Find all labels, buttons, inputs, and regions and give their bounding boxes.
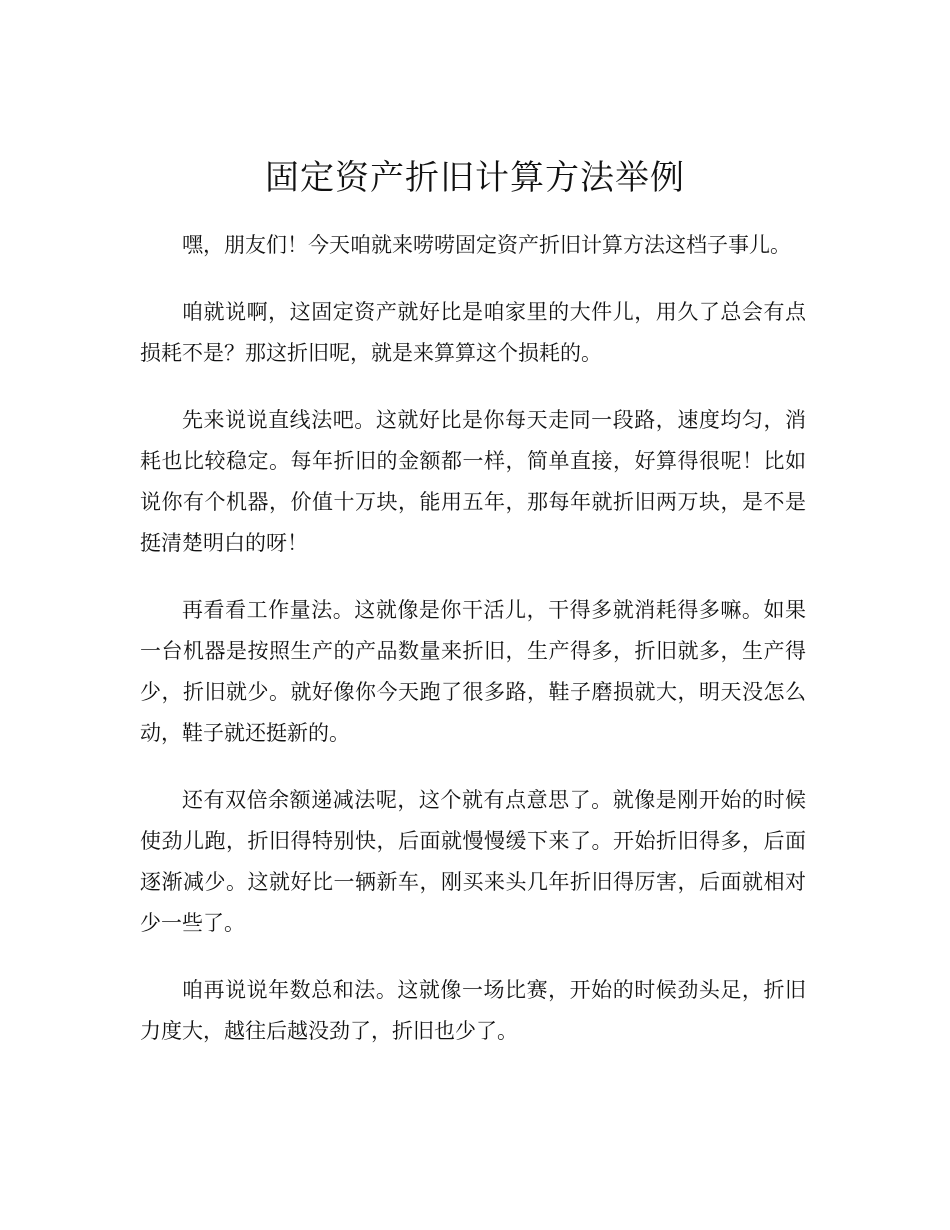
paragraph-sum-of-years: 咱再说说年数总和法。这就像一场比赛，开始的时候劲头足，折旧力度大，越往后越没劲了，折旧也少了。 [140, 978, 806, 1043]
paragraph-double-declining: 还有双倍余额递减法呢，这个就有点意思了。就像是刚开始的时候使劲儿跑，折旧得特别快，后面就慢慢缓下来了。开始折旧得多，后面逐渐减少。这就好比一辆新车，刚买来头几年折旧得厉害，后面就相对少一些了。 [140, 788, 806, 935]
paragraph-units-of-production: 再看看工作量法。这就像是你干活儿，干得多就消耗得多嘛。如果一台机器是按照生产的产品数量来折旧，生产得多，折旧就多，生产得少，折旧就少。就好像你今天跑了很多路，鞋子磨损就大，明天没怎么动，鞋子就还挺新的。 [140, 598, 806, 745]
page-title: 固定资产折旧计算方法举例 [265, 158, 685, 198]
paragraph-straight-line: 先来说说直线法吧。这就好比是你每天走同一段路，速度均匀，消耗也比较稳定。每年折旧的金额都一样，简单直接，好算得很呢！比如说你有个机器，价值十万块，能用五年，那每年就折旧两万块，是不是挺清楚明白的呀！ [140, 408, 806, 555]
paragraph-definition: 咱就说啊，这固定资产就好比是咱家里的大件儿，用久了总会有点损耗不是？那这折旧呢，就是来算算这个损耗的。 [140, 300, 806, 365]
document-body [140, 225, 806, 1078]
paragraph-intro: 嘿，朋友们！今天咱就来唠唠固定资产折旧计算方法这档子事儿。 [182, 233, 791, 257]
